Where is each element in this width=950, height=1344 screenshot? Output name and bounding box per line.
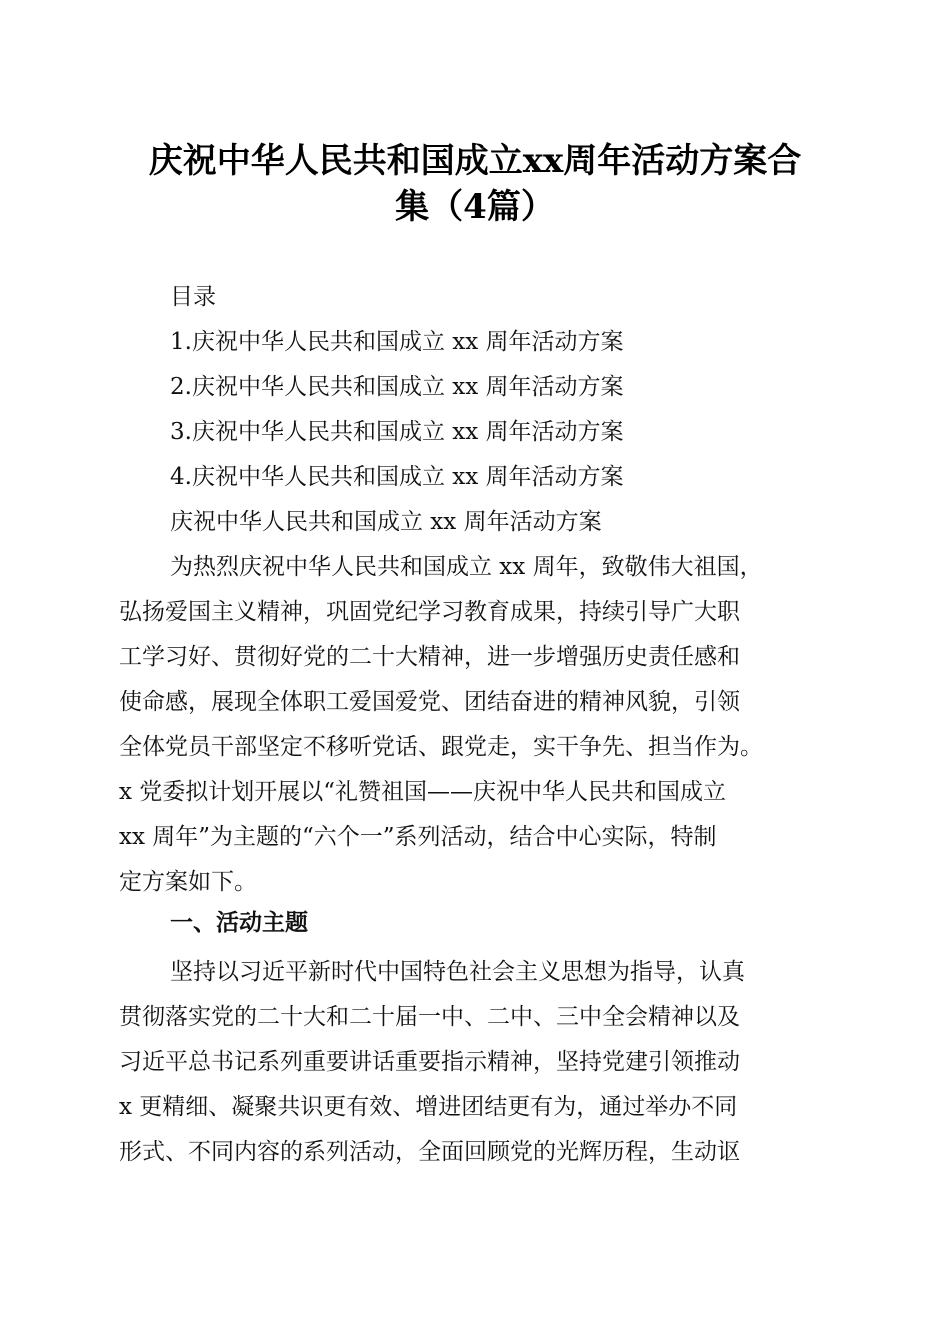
section-1-line-2: 贯彻落实党的二十大和二十届一中、二中、三中全会精神以及 [119,1004,740,1030]
toc-item-1: 1.庆祝中华人民共和国成立 xx 周年活动方案 [170,329,624,355]
toc-item-3: 3.庆祝中华人民共和国成立 xx 周年活动方案 [170,419,624,445]
toc-item-2: 2.庆祝中华人民共和国成立 xx 周年活动方案 [170,374,624,400]
section-1-line-3: 习近平总书记系列重要讲话重要指示精神，坚持党建引领推动 [119,1049,740,1075]
document-title-line-2: 集（4篇） [395,187,555,227]
toc-item-4: 4.庆祝中华人民共和国成立 xx 周年活动方案 [170,464,624,490]
section-1-heading: 一、活动主题 [170,910,308,936]
section-1-line-1: 坚持以习近平新时代中国特色社会主义思想为指导，认真 [170,959,745,985]
intro-line-4: 使命感，展现全体职工爱国爱党、团结奋进的精神风貌，引领 [119,689,740,715]
document-subtitle: 庆祝中华人民共和国成立 xx 周年活动方案 [170,509,602,535]
intro-line-2: 弘扬爱国主义精神，巩固党纪学习教育成果，持续引导广大职 [119,599,740,625]
intro-line-5: 全体党员干部坚定不移听党话、跟党走，实干争先、担当作为。 [119,734,763,760]
intro-line-1: 为热烈庆祝中华人民共和国成立 xx 周年，致敬伟大祖国， [170,554,763,580]
document-title-line-1: 庆祝中华人民共和国成立xx周年活动方案合 [148,141,802,181]
intro-line-3: 工学习好、贯彻好党的二十大精神，进一步增强历史责任感和 [119,644,740,670]
intro-line-8: 定方案如下。 [119,869,257,895]
toc-heading: 目录 [170,284,216,310]
intro-line-7: xx 周年”为主题的“六个一”系列活动，结合中心实际，特制 [119,824,717,850]
intro-line-6: x 党委拟计划开展以“礼赞祖国——庆祝中华人民共和国成立 [119,779,727,805]
section-1-line-5: 形式、不同内容的系列活动，全面回顾党的光辉历程，生动讴 [119,1139,740,1165]
section-1-line-4: x 更精细、凝聚共识更有效、增进团结更有为，通过举办不同 [119,1094,738,1120]
